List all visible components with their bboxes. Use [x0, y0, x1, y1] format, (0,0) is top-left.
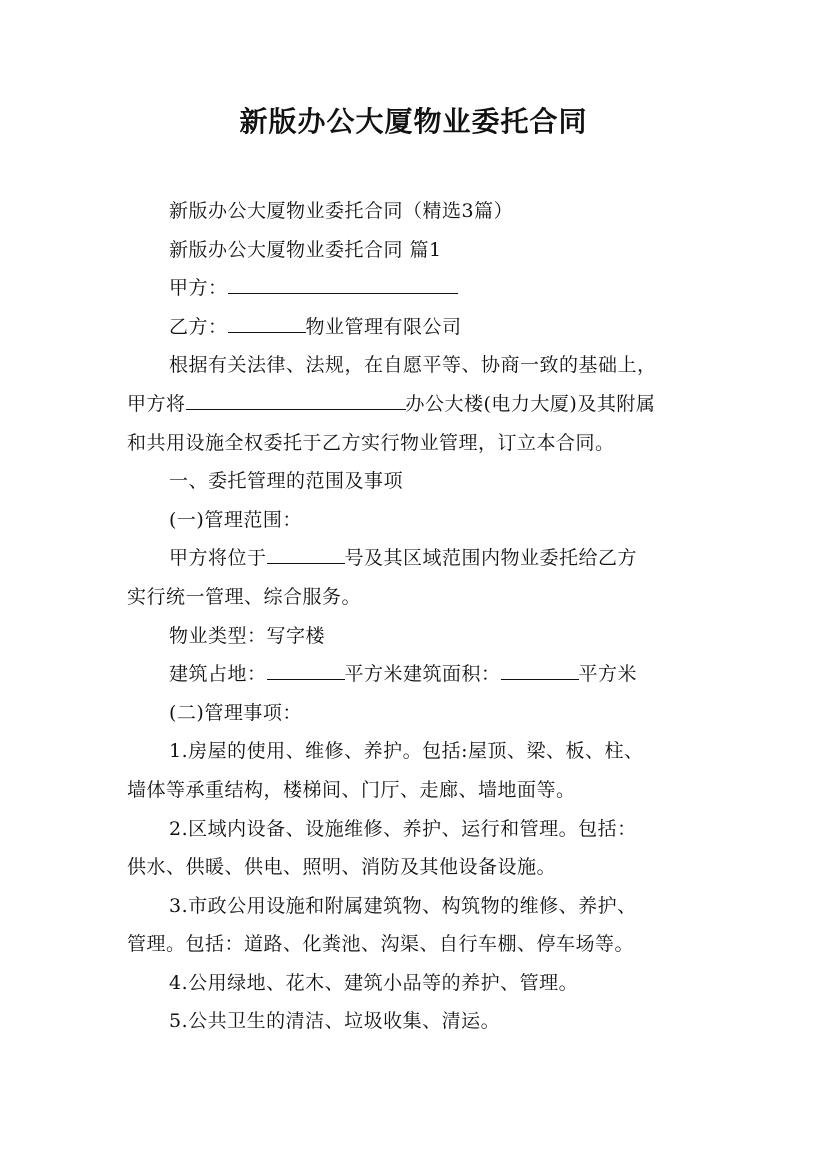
document-body: [127, 192, 715, 1041]
building-area-blank: [501, 663, 579, 680]
party-a-blank: [228, 277, 458, 294]
party-b-line: [127, 308, 715, 347]
chapter-heading: 新版办公大厦物业委托合同 篇1: [169, 238, 442, 261]
item-2-line-2: 供水、供暖、供电、照明、消防及其他设备设施。: [127, 856, 557, 879]
item-1-line-1: 1.房屋的使用、维修、养护。包括:屋顶、梁、板、柱、: [169, 740, 644, 763]
subsection-2-heading: (二)管理事项：: [169, 701, 302, 724]
item-5: 5.公共卫生的清洁、垃圾收集、清运。: [169, 1010, 501, 1033]
document-title: 新版办公大厦物业委托合同: [239, 105, 588, 138]
party-b-blank: [228, 316, 306, 333]
section-1-heading: 一、委托管理的范围及事项: [169, 470, 404, 493]
preamble-suffix: 办公大楼(电力大厦)及其附属: [405, 392, 656, 415]
scope-line-2: 实行统一管理、综合服务。: [127, 585, 362, 608]
item-1-line-2: 墙体等承重结构，楼梯间、门厅、走廊、墙地面等。: [127, 778, 576, 801]
party-a-label: 甲方：: [169, 277, 228, 300]
area-prefix: 建筑占地：: [169, 663, 267, 686]
building-blank: [186, 393, 406, 410]
area-line: [127, 655, 715, 694]
intro-line: 新版办公大厦物业委托合同（精选3篇）: [169, 200, 514, 222]
item-2-line-1: 2.区域内设备、设施维修、养护、运行和管理。包括：: [169, 817, 637, 840]
area-middle: 平方米建筑面积：: [344, 663, 501, 686]
preamble-prefix: 甲方将: [127, 392, 186, 415]
party-b-suffix: 物业管理有限公司: [305, 315, 462, 338]
land-area-blank: [267, 663, 345, 680]
address-blank: [267, 547, 345, 564]
scope-prefix: 甲方将位于: [169, 547, 267, 570]
scope-line-1: [127, 539, 715, 578]
subsection-1-heading: (一)管理范围：: [169, 508, 302, 531]
preamble-line-1: 根据有关法律、法规，在自愿平等、协商一致的基础上，: [169, 354, 657, 377]
preamble-line-3: 和共用设施全权委托于乙方实行物业管理，订立本合同。: [127, 431, 615, 454]
party-b-label: 乙方：: [169, 315, 228, 338]
area-suffix: 平方米: [578, 663, 638, 686]
scope-suffix: 号及其区域范围内物业委托给乙方: [344, 547, 638, 570]
item-3-line-2: 管理。包括：道路、化粪池、沟渠、自行车棚、停车场等。: [127, 933, 635, 956]
item-4: 4.公用绿地、花木、建筑小品等的养护、管理。: [169, 971, 579, 994]
preamble-line-2: [127, 385, 715, 424]
item-3-line-1: 3.市政公用设施和附属建筑物、构筑物的维修、养护、: [169, 894, 637, 917]
party-a-line: [127, 269, 715, 308]
property-type-line: 物业类型：写字楼: [169, 624, 326, 647]
